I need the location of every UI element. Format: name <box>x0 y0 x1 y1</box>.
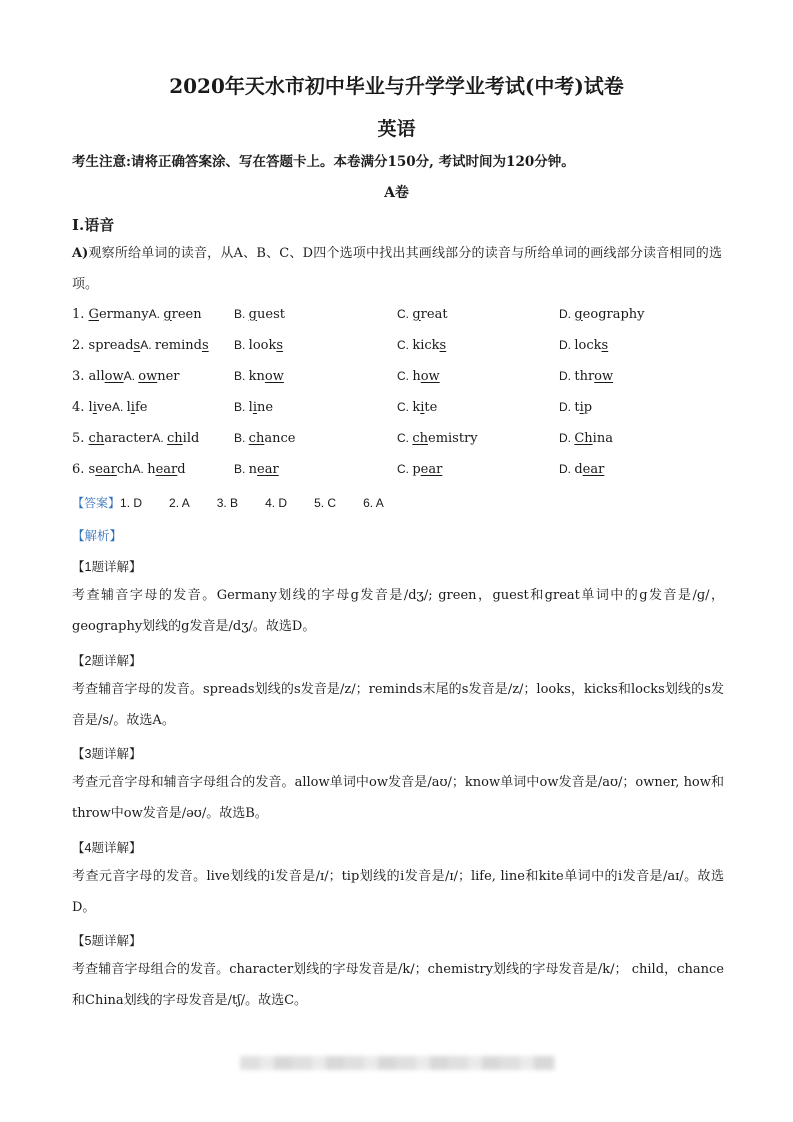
option-b <box>234 307 285 322</box>
question-row <box>72 431 732 451</box>
word-underlined-part: ow <box>104 369 124 384</box>
option-label: A. <box>123 369 139 383</box>
option-part: ina <box>592 431 613 446</box>
instruction-text: 观察所给单词的读音，从A、B、C、D四个选项中找出其画线部分的读音与所给单词的画线部分读音相同的选项。 <box>72 246 722 292</box>
option-label: A. <box>111 400 127 414</box>
option-d <box>559 369 613 384</box>
question-stem <box>72 369 180 384</box>
question-stem <box>72 462 186 477</box>
option-underlined-part: ch <box>412 431 428 446</box>
exam-notice: 考生注意:请将正确答案涂、写在答题卡上。本卷满分150分, 考试时间为120分钟。 <box>72 154 575 170</box>
answer-item: 3. B <box>216 496 239 510</box>
word-part: all <box>88 369 105 384</box>
option-label: D. <box>559 369 575 383</box>
option-label: A. <box>140 338 155 352</box>
option-underlined-part: g <box>163 307 172 322</box>
instruction-lead: A) <box>72 246 89 261</box>
detail-text: 考查辅音字母的发音。spreads划线的s发音是/z/；reminds末尾的s发音是/z/；looks，kicks和locks划线的s发音是/s/。故选A。 <box>72 681 724 728</box>
option-underlined-part: i <box>420 400 425 415</box>
question-number: 1. <box>72 307 89 322</box>
option-label: A. <box>152 431 168 445</box>
option-part: uest <box>257 307 285 322</box>
option-a <box>124 369 180 384</box>
question-stem <box>72 307 202 322</box>
option-part: p <box>412 462 421 477</box>
answer-item: 4. D <box>265 496 288 510</box>
option-d <box>559 307 645 322</box>
word-underlined-part: i <box>92 400 97 415</box>
option-underlined-part: s <box>601 338 609 353</box>
detail-text: 考查辅音字母的发音。Germany划线的字母g发音是/dʒ/; green，guest和great单词中的g发音是/ɡ/，geography划线的g发音是/dʒ/。故选D。 <box>72 588 724 634</box>
detail-heading: 【4题详解】 <box>72 840 142 855</box>
option-label: B. <box>234 400 249 414</box>
detail-heading: 【1题详解】 <box>72 560 142 574</box>
option-part: remind <box>154 338 202 353</box>
option-b <box>234 338 283 353</box>
option-part: p <box>583 400 593 415</box>
option-part: emistry <box>428 431 478 446</box>
word-underlined-part: s <box>133 338 141 353</box>
option-underlined-part: ch <box>167 431 183 446</box>
answer-item: 2. A <box>169 496 190 510</box>
question-number: 5. <box>72 431 89 446</box>
option-part: d <box>574 462 583 477</box>
footer-watermark <box>240 1056 555 1070</box>
option-label: B. <box>234 307 249 321</box>
option-c <box>397 431 478 446</box>
detail-text: 考查元音字母和辅音字母组合的发音。allow单词中ow发音是/aʊ/；know单词中ow发音是/aʊ/；owner, how和throw中ow发音是/əʊ/。故选B。 <box>72 775 724 821</box>
option-label: D. <box>559 431 575 445</box>
word-part: ve <box>96 400 112 415</box>
option-label: C. <box>397 462 413 476</box>
answer-item: 1. D <box>120 496 143 510</box>
option-label: D. <box>559 400 575 414</box>
option-label: D. <box>559 307 575 321</box>
option-d <box>559 400 592 415</box>
option-part: ild <box>182 431 200 446</box>
option-part: ner <box>157 369 180 384</box>
answer-items <box>120 496 411 510</box>
option-part: l <box>248 400 253 415</box>
option-d <box>559 431 613 446</box>
option-part: te <box>424 400 438 415</box>
question-row <box>72 307 732 327</box>
option-underlined-part: i <box>130 400 135 415</box>
option-underlined-part: ear <box>420 462 443 477</box>
detail-heading: 【3题详解】 <box>72 747 142 761</box>
word-underlined-part: G <box>88 307 99 322</box>
exam-title: 2020年天水市初中毕业与升学学业考试(中考)试卷 <box>169 74 624 98</box>
question-row <box>72 400 732 420</box>
option-part: d <box>177 462 186 477</box>
word-part: ermany <box>98 307 149 322</box>
option-label: B. <box>234 369 249 383</box>
detail-text: 考查元音字母的发音。live划线的i发音是/ɪ/；tip划线的i发音是/ɪ/；life, line和kite单词中的i发音是/aɪ/。故选D。 <box>72 868 724 915</box>
option-label: B. <box>234 431 249 445</box>
option-underlined-part: ear <box>155 462 178 477</box>
option-underlined-part: s <box>201 338 209 353</box>
option-part: lock <box>574 338 602 353</box>
word-part: spread <box>88 338 134 353</box>
option-c <box>397 369 440 384</box>
option-part: eography <box>582 307 645 322</box>
option-part: l <box>126 400 131 415</box>
option-underlined-part: Ch <box>574 431 593 446</box>
option-part: h <box>147 462 156 477</box>
option-part: ance <box>264 431 296 446</box>
option-part: reen <box>171 307 202 322</box>
instruction-paragraph <box>72 238 722 300</box>
option-label: B. <box>234 462 249 476</box>
question-stem <box>72 400 147 415</box>
answer-tag: 【答案】 <box>72 496 121 510</box>
question-row <box>72 462 732 482</box>
option-d <box>559 462 604 477</box>
option-part: kick <box>412 338 440 353</box>
word-part: ch <box>116 462 133 477</box>
option-part: reat <box>420 307 448 322</box>
subject-title: 英语 <box>377 118 416 140</box>
option-c <box>397 307 448 322</box>
detail-text: 考查辅音字母组合的发音。character划线的字母发音是/k/；chemistry划线的字母发音是/k/； child，chance和China划线的字母发音是/tʃ/。故选C。 <box>72 962 724 1008</box>
option-label: A. <box>132 462 148 476</box>
answer-item: 6. A <box>363 496 384 510</box>
option-part: h <box>412 369 421 384</box>
option-label: D. <box>559 338 575 352</box>
question-number: 3. <box>72 369 89 384</box>
answer-line <box>72 494 411 511</box>
option-a <box>140 338 208 353</box>
question-number: 6. <box>72 462 89 477</box>
option-label: D. <box>559 462 575 476</box>
option-part: k <box>412 400 421 415</box>
answer-item: 5. C <box>314 496 337 510</box>
option-label: C. <box>397 400 413 414</box>
option-c <box>397 338 446 353</box>
option-c <box>397 400 437 415</box>
option-underlined-part: g <box>248 307 257 322</box>
question-number: 4. <box>72 400 89 415</box>
question-row <box>72 338 732 358</box>
option-label: C. <box>397 431 413 445</box>
option-underlined-part: s <box>276 338 284 353</box>
option-part: fe <box>134 400 148 415</box>
option-b <box>234 462 279 477</box>
word-part: aracter <box>104 431 153 446</box>
option-underlined-part: ear <box>582 462 605 477</box>
word-part: s <box>88 462 96 477</box>
question-number: 2. <box>72 338 89 353</box>
word-underlined-part: ear <box>95 462 117 477</box>
option-underlined-part: ow <box>264 369 284 384</box>
question-row <box>72 369 732 389</box>
option-part: n <box>248 462 258 477</box>
option-underlined-part: ear <box>257 462 279 477</box>
analysis-tag: 【解析】 <box>72 529 123 543</box>
option-a <box>152 431 199 446</box>
option-underlined-part: ch <box>248 431 265 446</box>
option-d <box>559 338 608 353</box>
option-b <box>234 369 284 384</box>
volume-label: A卷 <box>384 185 409 201</box>
option-part: t <box>574 400 580 415</box>
option-c <box>397 462 442 477</box>
detail-heading: 【5题详解】 <box>72 934 142 948</box>
option-label: C. <box>397 369 413 383</box>
option-a <box>112 400 148 415</box>
option-label: C. <box>397 307 413 321</box>
detail-heading: 【2题详解】 <box>72 653 142 668</box>
option-underlined-part: i <box>579 400 584 415</box>
option-a <box>133 462 186 477</box>
question-stem <box>72 338 209 353</box>
option-underlined-part: s <box>439 338 447 353</box>
word-part: l <box>88 400 93 415</box>
question-stem <box>72 431 199 446</box>
option-a <box>149 307 202 322</box>
section-heading: I.语音 <box>72 216 115 234</box>
option-b <box>234 431 295 446</box>
option-underlined-part: g <box>574 307 583 322</box>
option-part: thr <box>574 369 595 384</box>
option-underlined-part: g <box>412 307 421 322</box>
option-underlined-part: ow <box>138 369 158 384</box>
option-part: ne <box>257 400 274 415</box>
option-label: A. <box>148 307 164 321</box>
option-part: kn <box>248 369 265 384</box>
option-label: C. <box>397 338 413 352</box>
option-label: B. <box>234 338 249 352</box>
option-underlined-part: ow <box>420 369 440 384</box>
option-b <box>234 400 273 415</box>
option-underlined-part: i <box>252 400 258 415</box>
option-underlined-part: ow <box>594 369 614 384</box>
option-part: look <box>248 338 277 353</box>
word-underlined-part: ch <box>88 431 105 446</box>
